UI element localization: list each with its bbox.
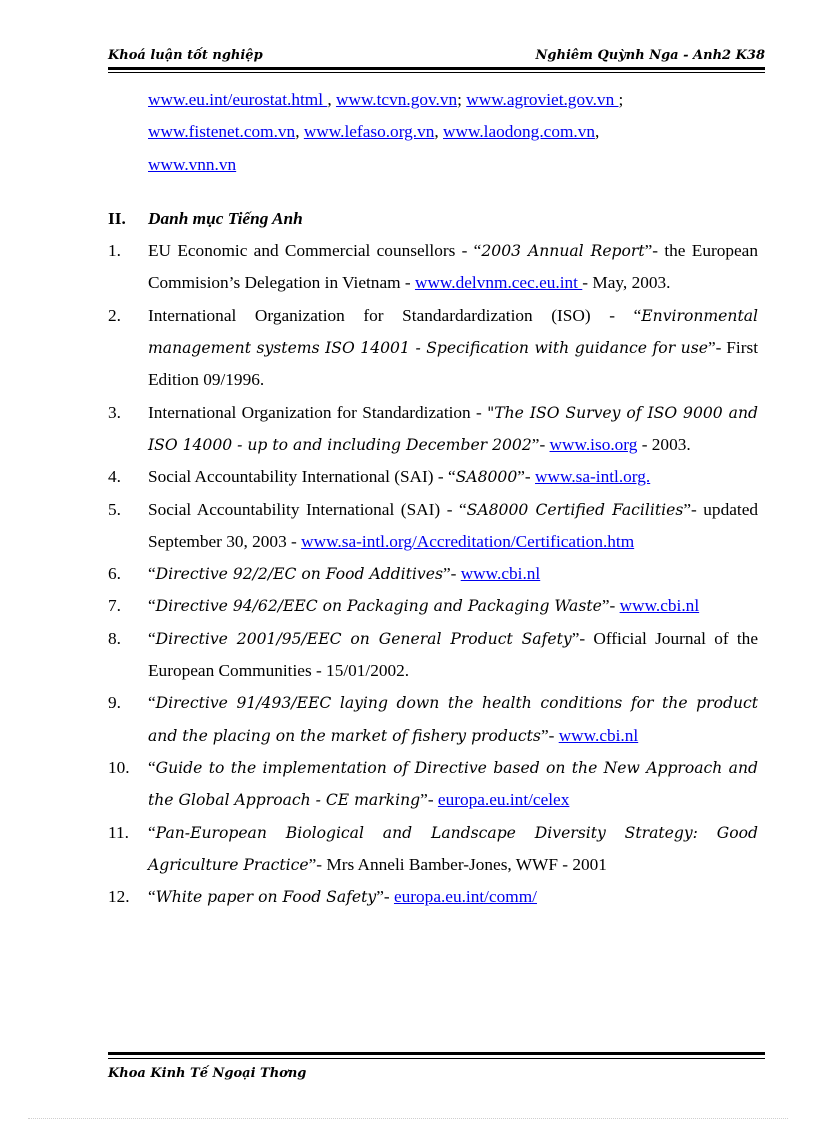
- page-footer: Khoa Kinh Tế Ngoại Thơng: [108, 1066, 307, 1081]
- reference-title: Guide to the implementation of Directive based on the New Approach and the Global Approach - CE marking: [148, 758, 758, 810]
- lead-links-line-2: www.fistenet.com.vn, www.lefaso.org.vn, www.laodong.com.vn,: [148, 122, 600, 142]
- reference-prefix: International Organization for Standardization -: [148, 402, 488, 422]
- reference-number: 5.: [108, 499, 121, 519]
- page-edge-dots: [28, 1118, 788, 1119]
- reference-link[interactable]: europa.eu.int/celex: [437, 790, 570, 810]
- link-vnn[interactable]: www.vnn.vn: [148, 154, 237, 174]
- reference-text: [148, 687, 758, 752]
- reference-suffix: ”- Official Journal of the European Communities - 15/01/2002.: [148, 628, 758, 681]
- link-eurostat[interactable]: www.eu.int/eurostat.html: [148, 90, 328, 109]
- reference-link[interactable]: www.iso.org: [549, 434, 638, 454]
- reference-text: [148, 817, 758, 882]
- reference-prefix: “: [148, 564, 156, 584]
- reference-title: Directive 2001/95/EEC on General Product Safety: [155, 629, 572, 648]
- lead-links-line-3: [148, 149, 758, 181]
- reference-prefix: Social Accountability International (SAI) - “: [148, 467, 456, 487]
- reference-number: 2.: [108, 305, 121, 325]
- reference-text: [148, 623, 758, 688]
- link-fistenet[interactable]: www.fistenet.com.vn: [148, 122, 296, 142]
- reference-title: 2003 Annual Report: [481, 242, 645, 261]
- section-title: Danh mục Tiếng Anh: [148, 208, 303, 228]
- header-rule-thin: [108, 72, 765, 73]
- header-right: Nghiêm Quỳnh Nga - Anh2 K38: [535, 48, 765, 63]
- reference-suffix: ”- Mrs Anneli Bamber-Jones, WWF - 2001: [308, 854, 607, 874]
- reference-item: [108, 817, 758, 882]
- document-body: [108, 84, 758, 913]
- reference-title: White paper on Food Safety: [155, 888, 377, 907]
- reference-title: Environmental management systems ISO 14001 - Specification with guidance for use: [148, 306, 758, 358]
- reference-text: [148, 235, 758, 300]
- reference-title: SA8000: [455, 468, 518, 487]
- reference-prefix: EU Economic and Commercial counsellors - “: [148, 241, 482, 261]
- reference-suffix: ”-: [540, 725, 559, 745]
- reference-item: [108, 300, 758, 397]
- reference-link[interactable]: www.sa-intl.org.: [535, 467, 651, 487]
- reference-number: 9.: [108, 693, 121, 713]
- reference-prefix: “: [148, 887, 156, 907]
- reference-link[interactable]: www.cbi.nl: [558, 725, 639, 745]
- reference-link[interactable]: www.cbi.nl: [619, 596, 700, 616]
- reference-item: [108, 687, 758, 752]
- reference-item: [108, 881, 758, 913]
- footer-rule-thick: [108, 1052, 765, 1055]
- reference-suffix: ”-: [517, 467, 536, 487]
- reference-link[interactable]: www.cbi.nl: [460, 564, 541, 584]
- reference-prefix: International Organization for Standardardization (ISO) - “: [148, 305, 642, 325]
- reference-item: [108, 235, 758, 300]
- reference-number: 6.: [108, 564, 121, 584]
- page-header: [108, 44, 765, 66]
- header-rule-thick: [108, 67, 765, 70]
- reference-tail: - May, 2003.: [582, 273, 671, 293]
- reference-prefix: “: [148, 628, 156, 648]
- reference-title: Directive 94/62/EEC on Packaging and Packaging Waste: [155, 597, 602, 616]
- lead-links: [108, 84, 758, 181]
- link-tcvn[interactable]: www.tcvn.gov.vn: [335, 90, 458, 109]
- reference-title: Pan-European Biological and Landscape Diversity Strategy: Good Agriculture Practice: [148, 823, 758, 874]
- header-left: Khoá luận tốt nghiệp: [108, 48, 263, 63]
- reference-item: [108, 461, 758, 493]
- reference-prefix: “: [148, 596, 156, 616]
- section-heading: [108, 203, 758, 235]
- reference-item: [108, 590, 758, 622]
- link-laodong[interactable]: www.laodong.com.vn: [443, 122, 596, 142]
- reference-suffix: ”- First Edition 09/1996.: [148, 338, 758, 390]
- reference-item: [108, 397, 758, 462]
- reference-number: 10.: [108, 757, 130, 777]
- reference-text: [148, 494, 758, 559]
- reference-suffix: ”- updated September 30, 2003 -: [148, 499, 759, 551]
- reference-prefix: “: [148, 822, 156, 842]
- reference-link[interactable]: www.sa-intl.org/Accreditation/Certification.htm: [301, 531, 635, 551]
- reference-text: [148, 300, 758, 397]
- reference-title: SA8000 Certified Facilities: [466, 500, 684, 519]
- reference-suffix: ”-: [601, 596, 620, 616]
- reference-suffix: ”-: [420, 790, 438, 810]
- reference-suffix: ”- the European Commision’s Delegation in Vietnam -: [148, 241, 758, 293]
- footer-rule-thin: [108, 1058, 765, 1059]
- reference-number: 7.: [108, 596, 121, 616]
- reference-suffix: ”-: [442, 564, 461, 584]
- reference-link[interactable]: europa.eu.int/comm/: [393, 887, 537, 907]
- reference-title: "The ISO Survey of ISO 9000 and ISO 14000 - up to and including December 2002: [148, 403, 758, 454]
- reference-item: [108, 558, 758, 590]
- reference-item: [108, 494, 758, 559]
- reference-text: [148, 752, 758, 817]
- reference-text: [148, 881, 758, 913]
- reference-prefix: “: [148, 757, 156, 777]
- reference-text: [148, 590, 758, 622]
- link-agroviet[interactable]: www.agroviet.gov.vn: [466, 90, 619, 109]
- reference-title: Directive 91/493/EEC laying down the health conditions for the product and the placing on the market of fishery products: [148, 694, 758, 745]
- reference-number: 4.: [108, 467, 121, 487]
- reference-list: [108, 235, 758, 913]
- reference-tail: - 2003.: [637, 434, 691, 454]
- reference-item: [108, 752, 758, 817]
- reference-prefix: Social Accountability International (SAI) - “: [148, 499, 467, 519]
- reference-item: [108, 623, 758, 688]
- reference-suffix: ”-: [531, 434, 550, 454]
- section-number: II.: [108, 208, 126, 228]
- reference-number: 3.: [108, 402, 121, 422]
- reference-text: [148, 461, 758, 493]
- reference-title: Directive 92/2/EC on Food Additives: [155, 565, 443, 584]
- reference-text: [148, 558, 758, 590]
- reference-number: 1.: [108, 241, 121, 261]
- reference-text: [148, 397, 758, 462]
- reference-number: 11.: [108, 822, 129, 842]
- reference-suffix: ”-: [376, 887, 394, 907]
- lead-links-line-1: www.eu.int/eurostat.html , www.tcvn.gov.vn; www.agroviet.gov.vn ;: [148, 90, 624, 109]
- reference-prefix: “: [148, 693, 156, 713]
- reference-link[interactable]: www.delvnm.cec.eu.int: [414, 273, 583, 293]
- reference-number: 8.: [108, 628, 121, 648]
- reference-number: 12.: [108, 887, 130, 907]
- link-lefaso[interactable]: www.lefaso.org.vn: [303, 122, 435, 142]
